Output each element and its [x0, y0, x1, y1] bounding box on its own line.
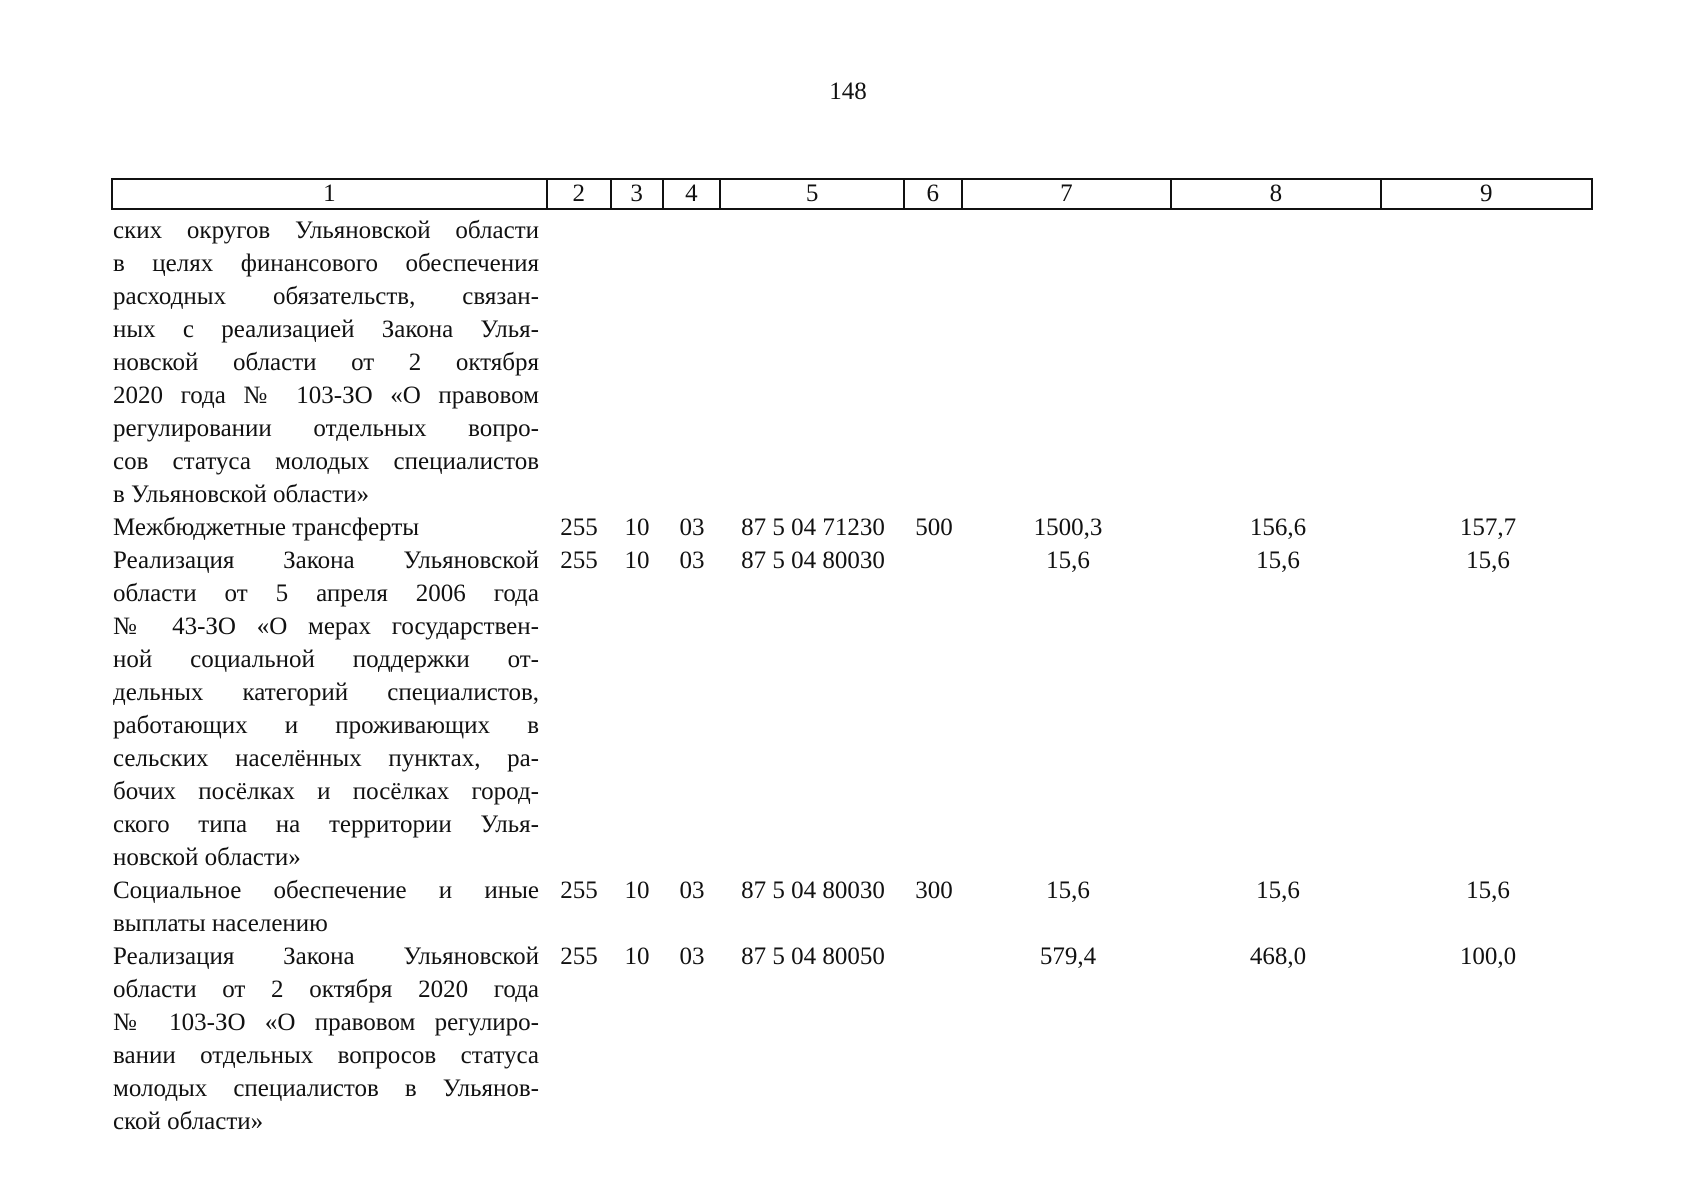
cell-col-3: 10 [624, 943, 650, 970]
header-col-7: 7 [963, 180, 1172, 208]
description-line: вании отдельных вопросов статуса [113, 1042, 539, 1069]
description-line: ных с реализацией Закона Улья- [113, 316, 539, 343]
description-line: бочих посёлках и посёлках город- [113, 778, 539, 805]
description-line: 2020 года № 103-ЗО «О правовом [113, 382, 539, 409]
description-line: новской области» [113, 844, 301, 871]
cell-col-4: 03 [679, 547, 705, 574]
description-line: новской области от 2 октября [113, 349, 539, 376]
cell-col-2: 255 [560, 943, 598, 970]
description-line: Реализация Закона Ульяновской [113, 943, 539, 970]
description-line: в Ульяновской области» [113, 481, 370, 508]
header-col-6: 6 [905, 180, 963, 208]
description-line: ской области» [113, 1108, 264, 1135]
description-line: выплаты населению [113, 910, 328, 937]
cell-col-9: 157,7 [1459, 514, 1517, 541]
description-line: ной социальной поддержки от- [113, 646, 539, 673]
table-row [111, 874, 1593, 940]
description-line: сов статуса молодых специалистов [113, 448, 539, 475]
cell-col-5: 87 5 04 80030 [741, 547, 885, 574]
row-description [111, 511, 547, 544]
table-header [111, 178, 1593, 210]
cell-col-2: 255 [560, 877, 598, 904]
cell-col-8: 156,6 [1249, 514, 1307, 541]
description-line: ских округов Ульяновской области [113, 217, 539, 244]
description-line: № 103-ЗО «О правовом регулиро- [113, 1009, 539, 1036]
cell-col-2: 255 [560, 514, 598, 541]
table-row [111, 544, 1593, 874]
page-number: 148 [829, 78, 867, 105]
row-description [111, 214, 547, 511]
cell-col-4: 03 [679, 877, 705, 904]
cell-col-8: 15,6 [1256, 547, 1300, 574]
description-line: дельных категорий специалистов, [113, 679, 539, 706]
cell-col-5: 87 5 04 80050 [741, 943, 885, 970]
table-row [111, 214, 1593, 511]
description-line: Реализация Закона Ульяновской [113, 547, 539, 574]
row-description [111, 544, 547, 874]
header-col-5: 5 [721, 180, 905, 208]
description-line: в целях финансового обеспечения [113, 250, 539, 277]
cell-col-7: 1500,3 [1033, 514, 1103, 541]
header-col-9: 9 [1480, 180, 1493, 207]
description-line: работающих и проживающих в [113, 712, 539, 739]
header-col-8: 8 [1172, 180, 1381, 208]
header-col-3: 3 [612, 180, 664, 208]
description-line: области от 2 октября 2020 года [113, 976, 539, 1003]
cell-col-8: 15,6 [1256, 877, 1300, 904]
description-line: расходных обязательств, связан- [113, 283, 539, 310]
cell-col-6: 300 [915, 877, 953, 904]
description-line: области от 5 апреля 2006 года [113, 580, 539, 607]
cell-col-7: 15,6 [1046, 877, 1090, 904]
header-col-4: 4 [664, 180, 722, 208]
cell-col-4: 03 [679, 514, 705, 541]
cell-col-7: 579,4 [1039, 943, 1097, 970]
row-description [111, 874, 547, 940]
description-line: ского типа на территории Улья- [113, 811, 539, 838]
table-row [111, 940, 1593, 1138]
cell-col-3: 10 [624, 547, 650, 574]
row-description [111, 940, 547, 1138]
cell-col-9: 15,6 [1466, 877, 1510, 904]
description-line: сельских населённых пунктах, ра- [113, 745, 539, 772]
header-col-1: 1 [113, 180, 548, 208]
table-body [111, 214, 1593, 1138]
header-col-2: 2 [548, 180, 612, 208]
cell-col-3: 10 [624, 877, 650, 904]
description-line: № 43-ЗО «О мерах государствен- [113, 613, 539, 640]
cell-col-7: 15,6 [1046, 547, 1090, 574]
description-line: Социальное обеспечение и иные [113, 877, 539, 904]
cell-col-9: 15,6 [1466, 547, 1510, 574]
cell-col-4: 03 [679, 943, 705, 970]
cell-col-2: 255 [560, 547, 598, 574]
cell-col-3: 10 [624, 514, 650, 541]
table-row [111, 511, 1593, 544]
cell-col-8: 468,0 [1249, 943, 1307, 970]
description-line: молодых специалистов в Ульянов- [113, 1075, 539, 1102]
cell-col-5: 87 5 04 71230 [741, 514, 885, 541]
description-line: Межбюджетные трансферты [113, 514, 420, 541]
description-line: регулировании отдельных вопро- [113, 415, 539, 442]
cell-col-5: 87 5 04 80030 [741, 877, 885, 904]
cell-col-6: 500 [915, 514, 953, 541]
cell-col-9: 100,0 [1459, 943, 1517, 970]
